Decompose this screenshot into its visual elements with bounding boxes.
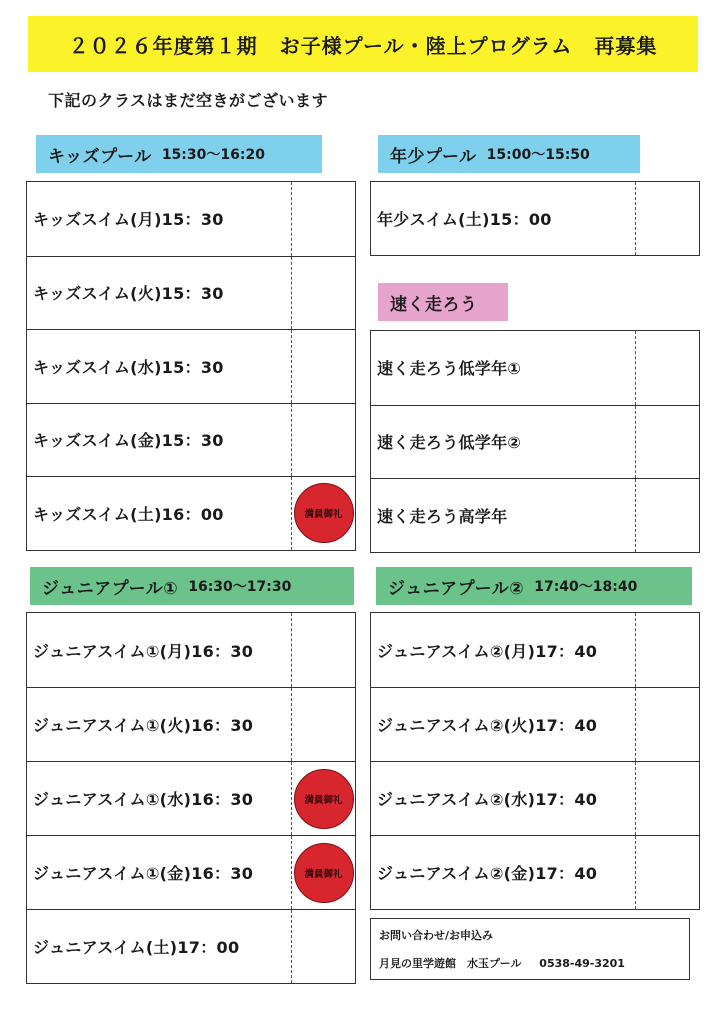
section-label-kids-pool-time: 15:30〜16:20: [161, 147, 265, 163]
status-cell: [635, 613, 699, 687]
table-row: [371, 405, 699, 479]
status-cell: [291, 182, 355, 256]
contact-heading: お問い合わせ/お申込み: [379, 929, 494, 942]
section-label-junior-pool-2: [376, 567, 692, 605]
table-row: [371, 687, 699, 761]
table-row: [27, 613, 355, 687]
class-table-junior-pool-1: [26, 612, 356, 984]
table-row: [371, 613, 699, 687]
contact-box: [370, 918, 690, 980]
subtitle: 下記のクラスはまだ空きがございます: [48, 91, 329, 110]
sold-out-stamp: 満員御礼: [294, 483, 354, 543]
status-cell: [635, 836, 699, 909]
class-name: キッズスイム(土)16：00: [33, 504, 224, 524]
table-row: [27, 403, 355, 477]
status-cell: [291, 613, 355, 687]
table-row: [27, 476, 355, 550]
class-name: ジュニアスイム①(火)16：30: [33, 716, 254, 735]
class-name: 速く走ろう低学年②: [377, 433, 522, 453]
table-row: [27, 329, 355, 403]
section-label-nensho-pool-name: 年少プール: [390, 146, 477, 167]
table-row: [371, 478, 699, 552]
contact-phone: 0538-49-3201: [539, 957, 625, 970]
section-label-kids-pool-name: キッズプール: [48, 146, 152, 167]
table-row: [371, 761, 699, 835]
sold-out-stamp: 満員御礼: [294, 769, 354, 829]
class-name: 速く走ろう高学年: [377, 506, 508, 526]
status-cell: [291, 836, 355, 909]
class-name: キッズスイム(火)15：30: [33, 284, 224, 304]
table-row: [371, 331, 699, 405]
status-cell: [635, 406, 699, 479]
class-name: キッズスイム(水)15：30: [33, 357, 224, 377]
class-name: 年少スイム(土)15：00: [377, 210, 552, 229]
class-table-kids-pool: [26, 181, 356, 551]
class-name: ジュニアスイム①(月)16：30: [33, 641, 254, 661]
class-table-junior-pool-2: [370, 612, 700, 910]
class-name: 速く走ろう低学年①: [377, 359, 522, 379]
table-row: [27, 835, 355, 909]
class-name: ジュニアスイム②(水)17：40: [377, 790, 598, 809]
table-row: [371, 835, 699, 909]
status-cell: [291, 688, 355, 761]
section-label-kids-pool: [36, 135, 322, 173]
section-label-junior-pool-1-name: ジュニアプール①: [42, 578, 179, 599]
title-program: お子様プール・陸上プログラム: [279, 33, 573, 58]
table-row: [27, 256, 355, 330]
section-label-nensho-pool-time: 15:00〜15:50: [486, 147, 590, 163]
class-table-run-fast: [370, 330, 700, 553]
class-name: ジュニアスイム①(水)16：30: [33, 790, 254, 809]
class-table-nensho-pool: [370, 181, 700, 256]
status-cell: [635, 479, 699, 552]
status-cell: [291, 330, 355, 403]
page-title: [28, 16, 698, 72]
status-cell: [635, 331, 699, 405]
class-name: ジュニアスイム②(金)17：40: [377, 864, 598, 883]
table-row: [27, 909, 355, 983]
contact-facility: 月見の里学遊館 水玉プール: [379, 957, 522, 970]
status-cell: [291, 477, 355, 550]
table-row: [27, 182, 355, 256]
table-row: [371, 182, 699, 255]
status-cell: [291, 404, 355, 477]
class-name: ジュニアスイム(土)17：00: [33, 938, 240, 957]
class-name: ジュニアスイム①(金)16：30: [33, 864, 254, 883]
status-cell: [635, 688, 699, 761]
section-label-junior-pool-2-name: ジュニアプール②: [388, 578, 525, 599]
section-label-run-fast-name: 速く走ろう: [390, 294, 478, 315]
class-name: キッズスイム(月)15：30: [33, 210, 224, 230]
class-name: ジュニアスイム②(火)17：40: [377, 716, 598, 735]
status-cell: [635, 182, 699, 255]
status-cell: [291, 910, 355, 983]
status-cell: [291, 257, 355, 330]
contact-line: [379, 955, 689, 971]
status-cell: [635, 762, 699, 835]
table-row: [27, 761, 355, 835]
section-label-nensho-pool: [378, 135, 640, 173]
class-name: キッズスイム(金)15：30: [33, 431, 224, 451]
section-label-run-fast: [378, 283, 508, 321]
section-label-junior-pool-1-time: 16:30〜17:30: [188, 579, 292, 595]
title-recruit: 再募集: [594, 33, 658, 58]
status-cell: [291, 762, 355, 835]
class-name: ジュニアスイム②(月)17：40: [377, 641, 598, 661]
section-label-junior-pool-1: [30, 567, 354, 605]
table-row: [27, 687, 355, 761]
title-year: ２０２６年度第１期: [68, 33, 258, 58]
sold-out-stamp: 満員御礼: [294, 843, 354, 903]
section-label-junior-pool-2-time: 17:40〜18:40: [534, 579, 638, 595]
